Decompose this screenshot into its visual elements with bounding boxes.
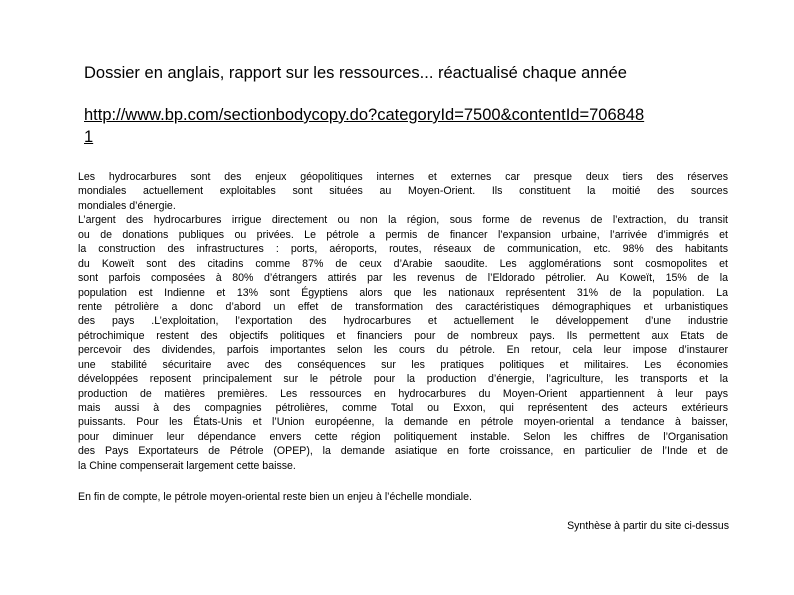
source-link[interactable]: http://www.bp.com/sectionbodycopy.do?categoryId=7500&contentId=706848	[84, 106, 645, 124]
body-line: mondiales d’énergie.	[78, 199, 176, 212]
body-line: pour diminuer leur dépendance envers cette région politiquement instable. Selon les chiffres de l’Organisation	[78, 430, 728, 443]
body-line: ou de donations publiques ou privées. Le pétrole a permis de financer l’expansion urbaine, l’arrivée d’immigrés et	[78, 228, 728, 241]
body-line: du Koweït sont des citadins comme 87% de ceux d’Arabie saoudite. Les agglomérations sont cosmopolites et	[78, 257, 728, 270]
body-line: des Pays Exportateurs de Pétrole (OPEP), la demande asiatique en forte croissance, en particulier de l’Inde et de	[78, 445, 728, 458]
body-line: L’argent des hydrocarbures irrigue directement ou non la région, sous forme de revenus de l’extraction, du transit	[78, 214, 728, 227]
body-text	[78, 170, 728, 473]
body-line: population est Indienne et 13% sont Égyptiens alors que les nationaux représentent 31% de la population. La	[78, 286, 728, 299]
body-line: rente pétrolière a donc d’abord un effet de transformation des caractéristiques démographiques et urbanistiques	[78, 300, 728, 313]
source-note: Synthèse à partir du site ci-dessus	[567, 520, 729, 532]
conclusion-text: En fin de compte, le pétrole moyen-oriental reste bien un enjeu à l’échelle mondiale.	[78, 491, 472, 503]
body-line: une stabilité sécuritaire avec des conséquences sur les pratiques politiques et militaires. Les économies	[78, 358, 728, 371]
body-line: production de matières premières. Les ressources en hydrocarbures du Moyen-Orient appartiennent à leur pays	[78, 387, 728, 400]
body-line: la Chine compenserait largement cette baisse.	[78, 459, 296, 472]
body-line: mondiales actuellement exploitables sont situées au Moyen-Orient. Ils constituent la moitié des sources	[78, 185, 728, 198]
document-title: Dossier en anglais, rapport sur les ressources... réactualisé chaque année	[84, 64, 627, 82]
source-link-continuation[interactable]: 1	[84, 128, 94, 146]
body-line: la construction des infrastructures : ports, aéroports, routes, réseaux de communication, etc. 98% des habitants	[78, 243, 728, 256]
body-line: développées reposent principalement sur le pétrole pour la production d’énergie, l’agriculture, les transports et la	[78, 373, 728, 386]
body-line: puissants. Pour les États-Unis et l’Union européenne, la demande en pétrole moyen-oriental a tendance à baisser,	[78, 416, 728, 429]
body-line: mais aussi à des compagnies pétrolières, comme Total ou Exxon, qui représentent des acteurs extérieurs	[78, 402, 728, 414]
body-line: sont parfois composées à 80% d’étrangers attirés par les revenus de l’Eldorado pétrolier. Au Koweït, 15% de la	[78, 272, 728, 285]
body-line: des pays .L’exploitation, l’exportation des hydrocarbures et actuellement le développement d’une industrie	[78, 315, 728, 328]
body-line: Les hydrocarbures sont des enjeux géopolitiques internes et externes car presque deux tiers des réserves	[78, 171, 728, 183]
body-line: percevoir des dividendes, parfois importantes selon les cours du pétrole. En retour, cela leur impose d’instaurer	[78, 344, 728, 357]
body-line: pétrochimique restent des objectifs politiques et financiers pour de nombreux pays. Ils permettent aux Etats de	[78, 329, 728, 342]
